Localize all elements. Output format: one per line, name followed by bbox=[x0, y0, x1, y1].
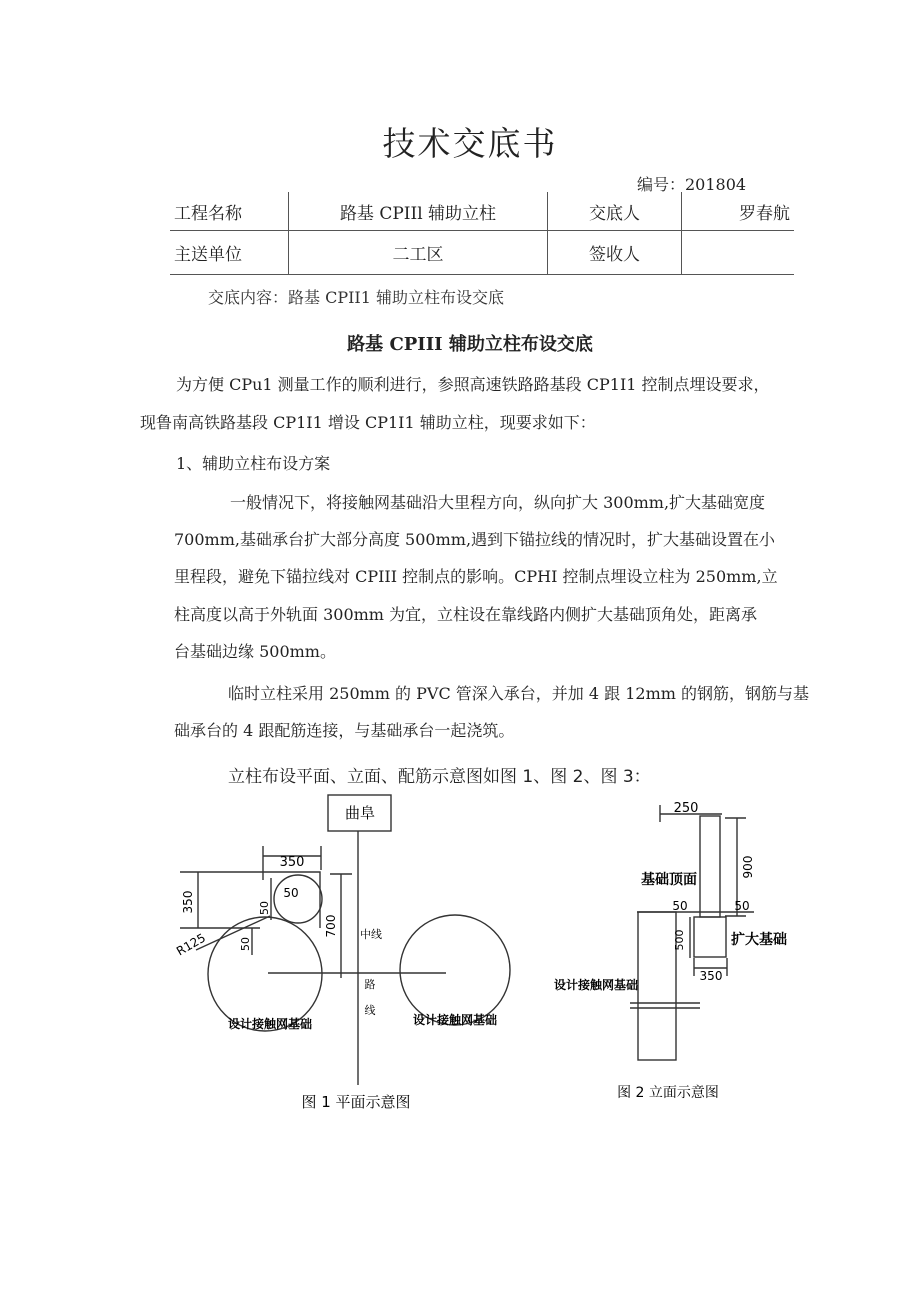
dim-900: 900 bbox=[741, 855, 755, 879]
paragraph-1-line-4: 柱高度以高于外轨面 300mm 为宜，立柱设在靠线路内侧扩大基础顶角处，距离承 bbox=[174, 605, 758, 624]
recipient-unit-label: 主送单位 bbox=[170, 231, 289, 275]
left-foundation-label: 设计接触网基础 bbox=[227, 1017, 313, 1031]
figure-1-caption: 图 1 平面示意图 bbox=[301, 1093, 411, 1111]
figure-2-caption: 图 2 立面示意图 bbox=[617, 1085, 719, 1101]
foundation-top-label: 基础顶面 bbox=[641, 872, 697, 888]
paragraph-1-line-2: 700mm,基础承台扩大部分高度 500mm,遇到下锚拉线的情况时，扩大基础设置在小 bbox=[174, 530, 776, 549]
receiver-label: 签收人 bbox=[548, 231, 682, 275]
content-label: 交底内容：路基 CPII1 辅助立柱布设交底 bbox=[208, 288, 505, 307]
document-title: 技术交底书 bbox=[382, 124, 558, 163]
dim-50-right: 50 bbox=[734, 899, 750, 913]
left-foundation-circle bbox=[208, 917, 322, 1031]
dim-500: 500 bbox=[673, 929, 686, 951]
handover-person-label: 交底人 bbox=[548, 192, 682, 231]
recipient-unit-value: 二工区 bbox=[289, 231, 548, 275]
dim-50-circle: 50 bbox=[283, 886, 299, 900]
paragraph-1-line-3: 里程段，避免下锚拉线对 CPIII 控制点的影响。CPHI 控制点埋设立柱为 250mm,立 bbox=[174, 567, 778, 586]
paragraph-1-line-5: 台基础边缘 500mm。 bbox=[174, 642, 336, 661]
centerline-label-3: 线 bbox=[364, 1004, 376, 1017]
dim-350-horizontal: 350 bbox=[279, 855, 305, 870]
dim-50-left: 50 bbox=[672, 899, 688, 913]
paragraph-2-line-1: 临时立柱采用 250mm 的 PVC 管深入承台，并加 4 跟 12mm 的钢筋，钢筋与基 bbox=[228, 684, 810, 703]
figure-intro: 立柱布设平面、立面、配筋示意图如图 1、图 2、图 3： bbox=[228, 767, 651, 787]
dim-50-a: 50 bbox=[258, 901, 271, 915]
expanded-foundation-label: 扩大基础 bbox=[731, 932, 787, 948]
paragraph-2-line-2: 础承台的 4 跟配筋连接，与基础承台一起浇筑。 bbox=[174, 721, 515, 740]
dim-350-vertical: 350 bbox=[181, 890, 195, 914]
dim-350-elev: 350 bbox=[699, 969, 723, 983]
handover-person-value: 罗春航 bbox=[682, 192, 795, 231]
design-foundation-label: 设计接触网基础 bbox=[553, 978, 639, 992]
project-name-label: 工程名称 bbox=[170, 192, 289, 231]
dim-700: 700 bbox=[324, 914, 338, 938]
section-title: 路基 CPIII 辅助立柱布设交底 bbox=[347, 334, 593, 355]
dim-250: 250 bbox=[673, 801, 699, 816]
right-foundation-label: 设计接触网基础 bbox=[412, 1013, 498, 1027]
paragraph-1-line-1: 一般情况下，将接触网基础沿大里程方向，纵向扩大 300mm,扩大基础宽度 bbox=[230, 493, 766, 512]
dim-50-b: 50 bbox=[239, 937, 252, 951]
intro-line-1: 为方便 CPu1 测量工作的顺利进行，参照高速铁路路基段 CP1I1 控制点埋设要求， bbox=[176, 375, 770, 394]
intro-line-2: 现鲁南高铁路基段 CP1I1 增设 CP1I1 辅助立柱，现要求如下： bbox=[140, 413, 596, 432]
centerline-label-2: 路 bbox=[364, 978, 376, 991]
dim-r125: R125 bbox=[173, 930, 209, 959]
document-number: 编号：201804 bbox=[637, 175, 747, 194]
project-name-value: 路基 CPIIl 辅助立柱 bbox=[289, 192, 548, 231]
right-foundation-circle bbox=[400, 915, 510, 1025]
heading-1: 1、辅助立柱布设方案 bbox=[176, 454, 331, 473]
direction-box-label: 曲阜 bbox=[344, 804, 376, 822]
centerline-label: 中线 bbox=[360, 928, 382, 941]
